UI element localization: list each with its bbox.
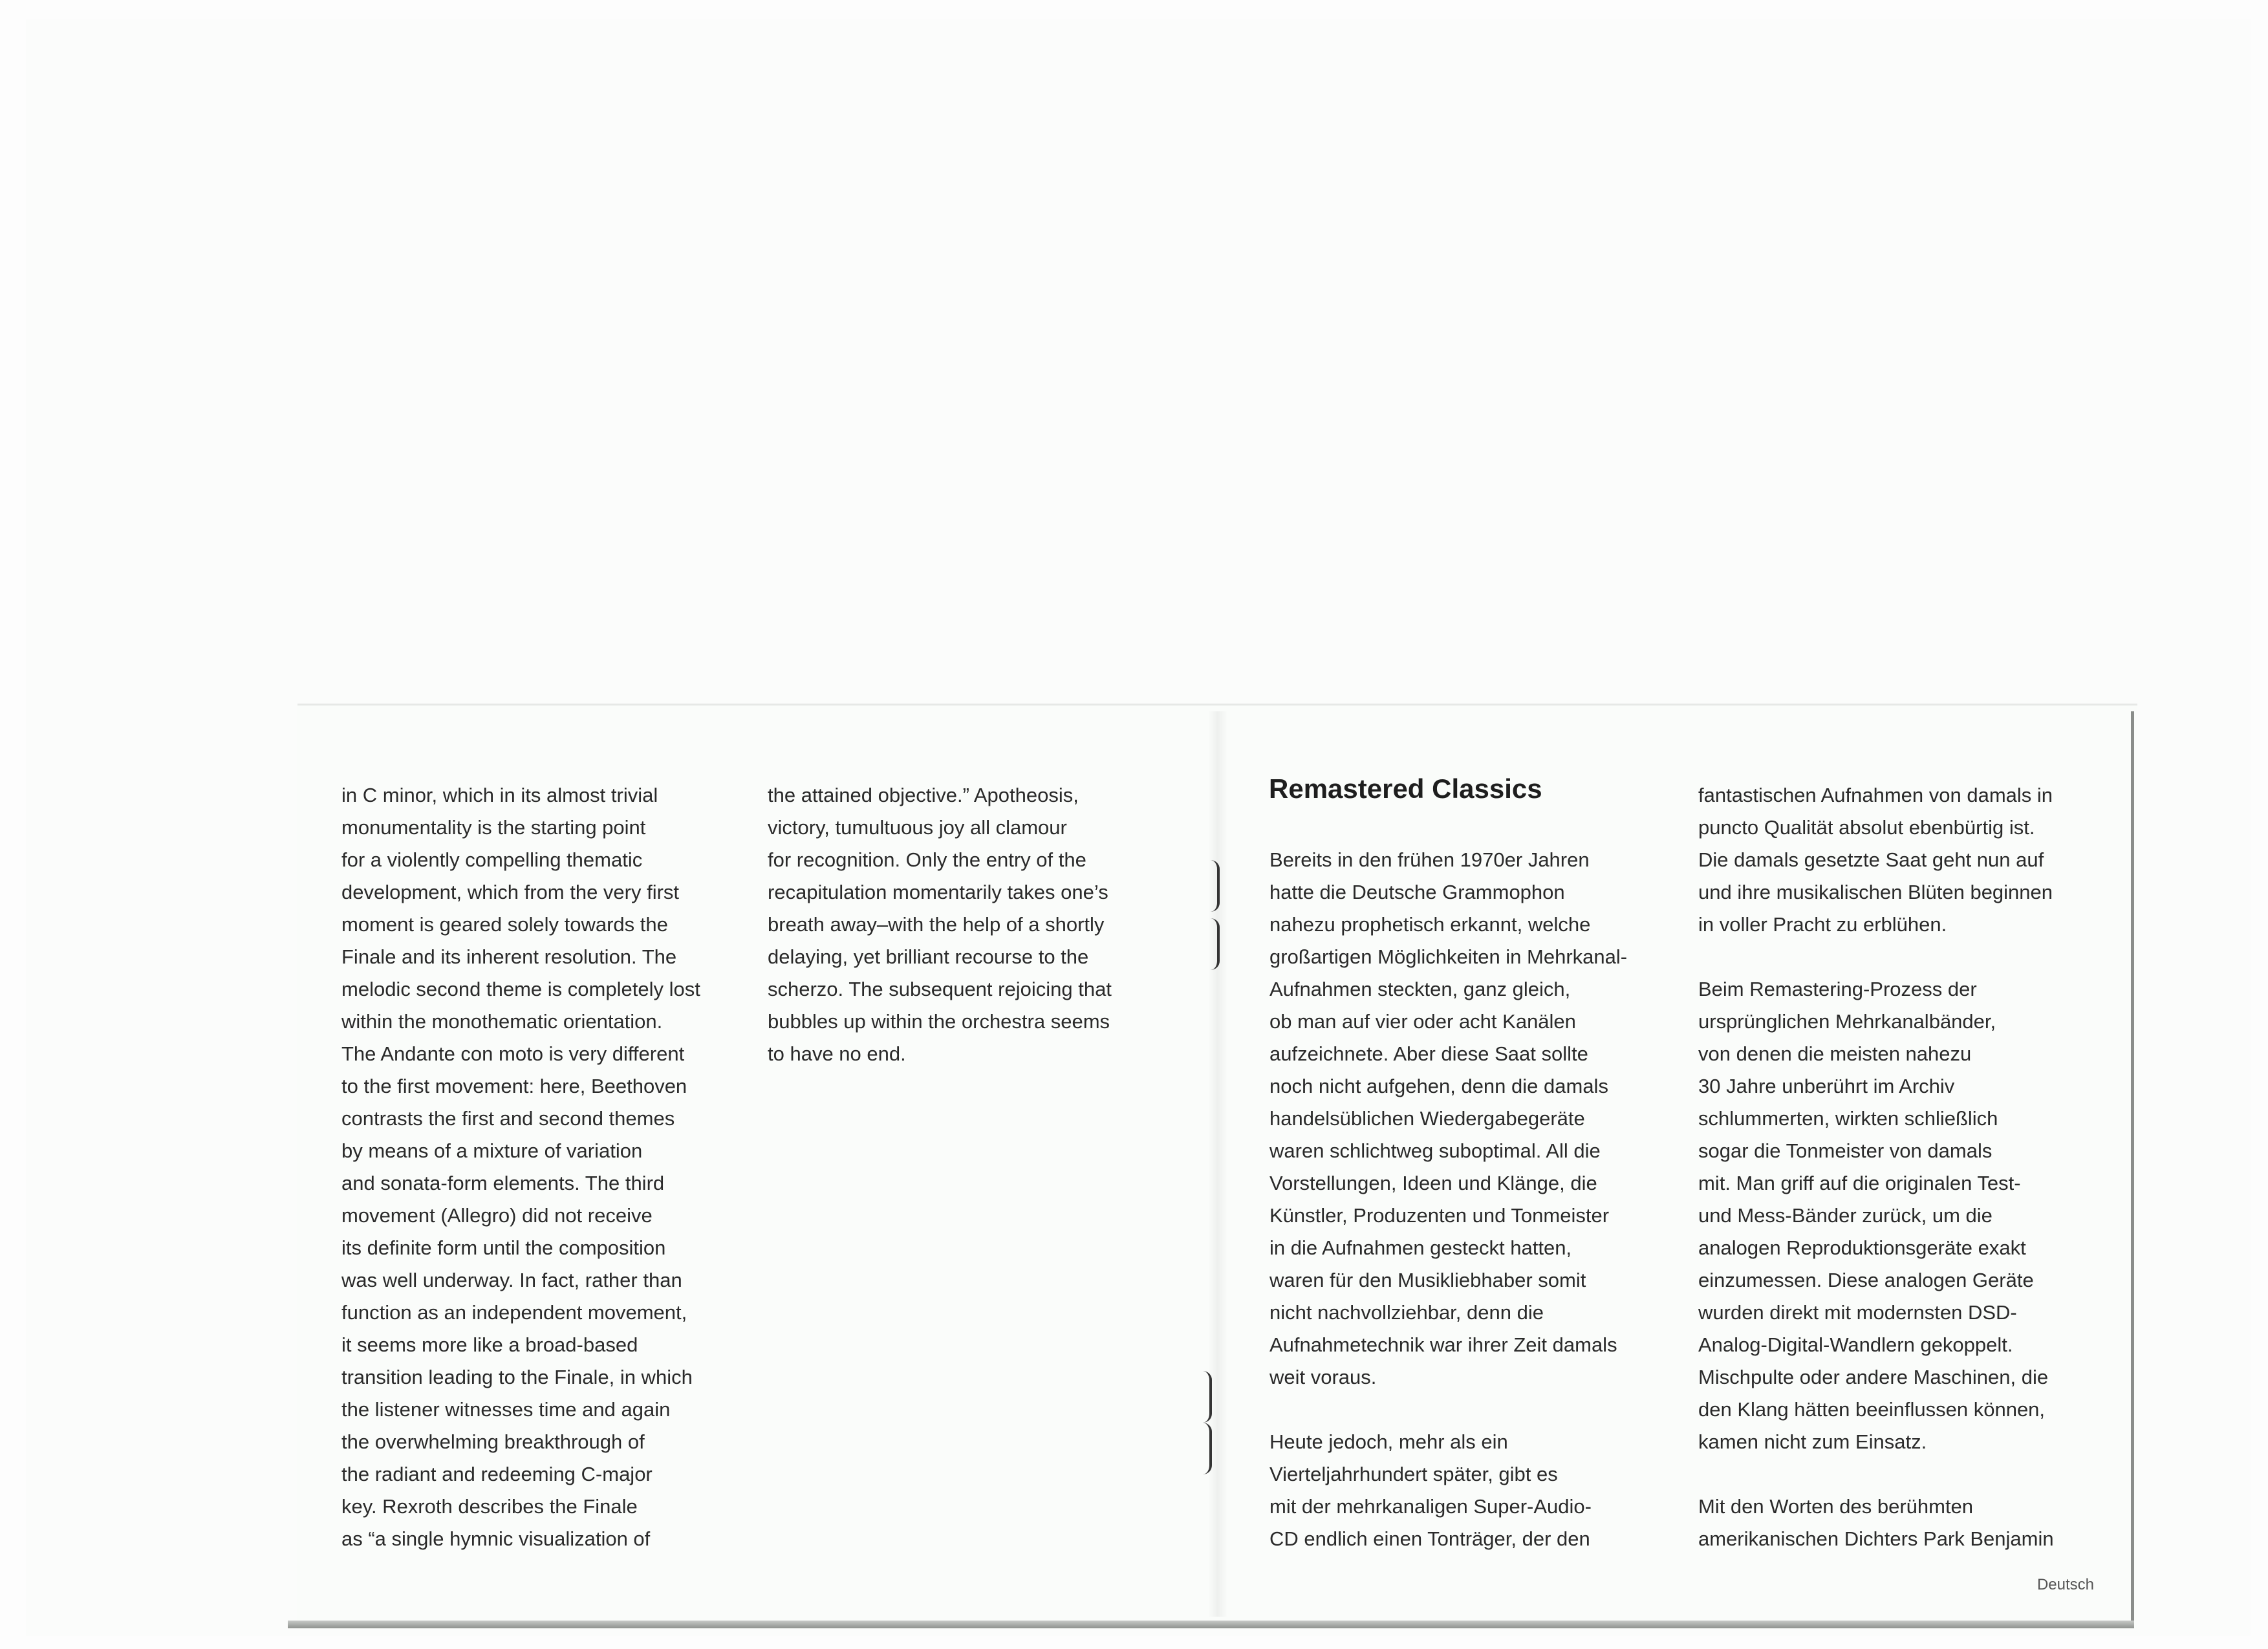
text-line: the attained objective.” Apotheosis, <box>768 784 1079 806</box>
text-line: Beim Remastering-Prozess der <box>1698 978 1977 1000</box>
text-line: fantastischen Aufnahmen von damals in <box>1698 784 2053 806</box>
text-line: nicht nachvollziehbar, denn die <box>1269 1301 1544 1324</box>
text-line: und ihre musikalischen Blüten beginnen <box>1698 881 2053 903</box>
text-line: analogen Reproduktionsgeräte exakt <box>1698 1236 2026 1259</box>
text-line: to have no end. <box>768 1042 906 1065</box>
text-line: sogar die Tonmeister von damals <box>1698 1139 1993 1162</box>
german-text-column-1 <box>1269 779 1627 1555</box>
text-line: weit voraus. <box>1269 1366 1377 1388</box>
text-line: in voller Pracht zu erblühen. <box>1698 913 1947 936</box>
text-line <box>1269 779 1627 812</box>
text-line: Mit den Worten des berühmten <box>1698 1495 1974 1518</box>
page-language-label: Deutsch <box>2036 1576 2094 1593</box>
text-line: Künstler, Produzenten und Tonmeister <box>1269 1204 1610 1227</box>
text-line: for a violently compelling thematic <box>341 848 643 871</box>
text-line: 30 Jahre unberührt im Archiv <box>1698 1075 1955 1097</box>
english-text-column-1 <box>341 779 700 1555</box>
text-line: recapitulation momentarily takes one’s <box>768 881 1108 903</box>
text-line: bubbles up within the orchestra seems <box>768 1010 1110 1033</box>
text-line: und Mess-Bänder zurück, um die <box>1698 1204 1993 1227</box>
staple-icon <box>1203 1423 1212 1474</box>
text-line: mit. Man griff auf die originalen Test- <box>1698 1172 2021 1194</box>
text-line: the radiant and redeeming C-major <box>341 1463 653 1485</box>
text-line: wurden direkt mit modernsten DSD- <box>1698 1301 2017 1324</box>
text-line: melodic second theme is completely lost <box>341 978 700 1000</box>
text-line: function as an independent movement, <box>341 1301 687 1324</box>
text-line: hatte die Deutsche Grammophon <box>1269 881 1565 903</box>
text-line: nahezu prophetisch erkannt, welche <box>1269 913 1591 936</box>
text-line: handelsüblichen Wiedergabegeräte <box>1269 1107 1585 1130</box>
text-line: its definite form until the composition <box>341 1236 666 1259</box>
text-line: waren für den Musikliebhaber somit <box>1269 1269 1586 1291</box>
german-text-column-2 <box>1698 779 2054 1555</box>
text-line: noch nicht aufgehen, denn die damals <box>1269 1075 1608 1097</box>
text-line: amerikanischen Dichters Park Benjamin <box>1698 1527 2054 1550</box>
text-line: von denen die meisten nahezu <box>1698 1042 1972 1065</box>
text-line: CD endlich einen Tonträger, der den <box>1269 1527 1590 1550</box>
page-edge <box>288 1621 2134 1628</box>
section-heading: Remastered Classics <box>1269 773 1542 804</box>
text-line: ursprünglichen Mehrkanalbänder, <box>1698 1010 1996 1033</box>
staple-icon <box>1211 918 1220 970</box>
text-line: it seems more like a broad-based <box>341 1333 638 1356</box>
text-line: Finale and its inherent resolution. The <box>341 945 677 968</box>
text-line: transition leading to the Finale, in which <box>341 1366 693 1388</box>
text-line <box>1698 1458 2054 1491</box>
text-line: Aufnahmetechnik war ihrer Zeit damals <box>1269 1333 1617 1356</box>
staple-icon <box>1211 860 1220 912</box>
text-line: in die Aufnahmen gesteckt hatten, <box>1269 1236 1572 1259</box>
text-line: the listener witnesses time and again <box>341 1398 671 1421</box>
text-line: scherzo. The subsequent rejoicing that <box>768 978 1112 1000</box>
text-line: contrasts the first and second themes <box>341 1107 675 1130</box>
text-line: schlummerten, wirkten schließlich <box>1698 1107 1998 1130</box>
text-line: victory, tumultuous joy all clamour <box>768 816 1067 839</box>
text-line: den Klang hätten beeinflussen können, <box>1698 1398 2046 1421</box>
text-line: Aufnahmen steckten, ganz gleich, <box>1269 978 1571 1000</box>
text-line: delaying, yet brilliant recourse to the <box>768 945 1089 968</box>
text-line: the overwhelming breakthrough of <box>341 1430 645 1453</box>
text-line: to the first movement: here, Beethoven <box>341 1075 687 1097</box>
text-line: and sonata-form elements. The third <box>341 1172 665 1194</box>
text-line <box>1698 941 2054 973</box>
text-line: Vorstellungen, Ideen und Klänge, die <box>1269 1172 1597 1194</box>
booklet-spine <box>1208 711 1227 1617</box>
text-line: key. Rexroth describes the Finale <box>341 1495 638 1518</box>
text-line: was well underway. In fact, rather than <box>341 1269 682 1291</box>
page-edge <box>2131 711 2134 1628</box>
text-line: moment is geared solely towards the <box>341 913 668 936</box>
text-line: for recognition. Only the entry of the <box>768 848 1086 871</box>
text-line: Vierteljahrhundert später, gibt es <box>1269 1463 1558 1485</box>
text-line: Mischpulte oder andere Maschinen, die <box>1698 1366 2049 1388</box>
text-line: mit der mehrkanaligen Super-Audio- <box>1269 1495 1592 1518</box>
text-line: in C minor, which in its almost trivial <box>341 784 658 806</box>
text-line: großartigen Möglichkeiten in Mehrkanal- <box>1269 945 1628 968</box>
text-line: Heute jedoch, mehr als ein <box>1269 1430 1508 1453</box>
text-line: by means of a mixture of variation <box>341 1139 643 1162</box>
text-line: development, which from the very first <box>341 881 680 903</box>
text-line: ob man auf vier oder acht Kanälen <box>1269 1010 1576 1033</box>
text-line: breath away–with the help of a shortly <box>768 913 1105 936</box>
text-line: as “a single hymnic visualization of <box>341 1527 651 1550</box>
text-line <box>1269 1394 1627 1426</box>
text-line: within the monothematic orientation. <box>341 1010 663 1033</box>
staple-icon <box>1203 1371 1212 1423</box>
text-line: Die damals gesetzte Saat geht nun auf <box>1698 848 2044 871</box>
text-line <box>1269 812 1627 844</box>
text-line: monumentality is the starting point <box>341 816 646 839</box>
text-line: puncto Qualität absolut ebenbürtig ist. <box>1698 816 2035 839</box>
english-text-column-2 <box>768 779 1112 1070</box>
text-line: Bereits in den frühen 1970er Jahren <box>1269 848 1590 871</box>
text-line: waren schlichtweg suboptimal. All die <box>1269 1139 1601 1162</box>
text-line: kamen nicht zum Einsatz. <box>1698 1430 1927 1453</box>
text-line: einzumessen. Diese analogen Geräte <box>1698 1269 2034 1291</box>
text-line: The Andante con moto is very different <box>341 1042 685 1065</box>
text-line: movement (Allegro) did not receive <box>341 1204 653 1227</box>
text-line: aufzeichnete. Aber diese Saat sollte <box>1269 1042 1588 1065</box>
text-line: Analog-Digital-Wandlern gekoppelt. <box>1698 1333 2013 1356</box>
